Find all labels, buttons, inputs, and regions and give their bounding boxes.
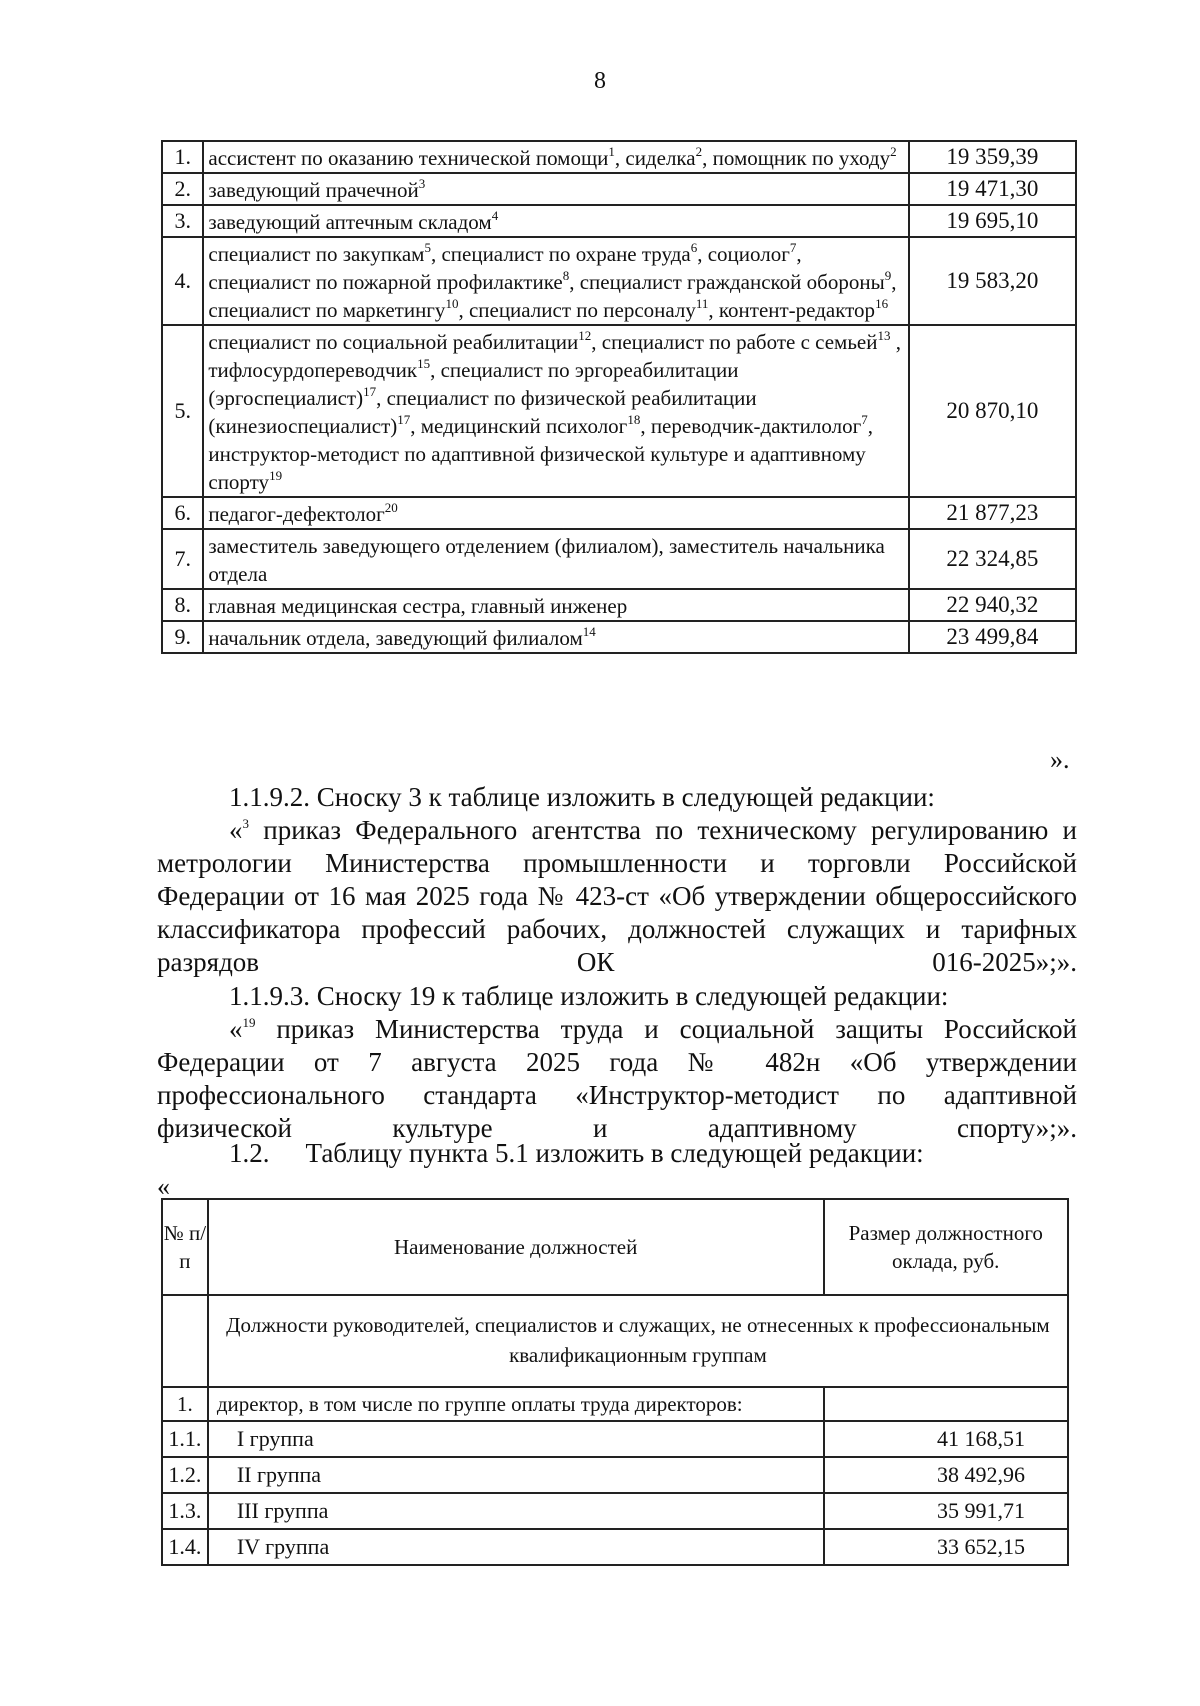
row-number: 1.3. [162,1493,208,1529]
category-number-cell [162,1295,208,1387]
footnote-ref: 7 [789,240,797,255]
table-row [162,589,1076,621]
footnote-ref: 2 [695,144,703,159]
row-position-name: ассистент по оказанию технической помощи$^1$, сиделка$^2$, помощник по уходу$^2$ [203,141,908,173]
footnote-ref: 19 [269,468,283,483]
row-number: 7. [162,529,203,589]
footnote-ref: 14 [582,624,596,639]
row-salary-value: 20 870,10 [909,325,1076,497]
row-number: 4. [162,237,203,325]
table-row [162,1457,1068,1493]
row-number: 6. [162,497,203,529]
table-row [162,1421,1068,1457]
table-row [162,621,1076,653]
row-position-name: главная медицинская сестра, главный инженер [203,589,908,621]
row-number: 1.2. [162,1457,208,1493]
row-salary-value: 19 583,20 [909,237,1076,325]
footnote-ref: 9 [884,268,892,283]
row-number: 1.1. [162,1421,208,1457]
footnote-ref: 5 [424,240,431,255]
row-number: 2. [162,173,203,205]
paragraph-1-1-9-2: 1.1.9.2. Сноску 3 к таблице изложить в следующей редакции: [229,782,935,812]
footnote-ref: 17 [397,412,411,427]
paragraph-1-2: 1.2. Таблицу пункта 5.1 изложить в следующей редакции: [229,1138,924,1168]
footnote-ref: 12 [578,328,592,343]
row-number: 8. [162,589,203,621]
opening-quote: « [157,1172,170,1201]
row-position-name: заведующий аптечным складом$^4$ [203,205,908,237]
row-number: 1. [162,1387,208,1421]
table-row [162,1493,1068,1529]
row-position-name: заведующий прачечной$^3$ [203,173,908,205]
footnote-ref: 7 [861,412,868,427]
salary-table-5-1 [161,1198,1069,1566]
footnote-ref: 8 [562,268,570,283]
row-salary-value: 21 877,23 [909,497,1076,529]
row-position-name: IV группа [208,1529,824,1565]
footnote-ref: 15 [417,356,431,371]
header-position-name: Наименование должностей [208,1199,824,1295]
row-number: 1. [162,141,203,173]
row-position-name: начальник отдела, заведующий филиалом$^{14}$ [203,621,908,653]
row-salary-value: 19 471,30 [909,173,1076,205]
footnote-ref: 2 [890,144,897,159]
row-salary-value: 22 324,85 [909,529,1076,589]
row-position-name: III группа [208,1493,824,1529]
row-salary-value: 23 499,84 [909,621,1076,653]
row-salary-value: 38 492,96 [824,1457,1069,1493]
footnote-ref: 13 [877,328,891,343]
row-position-name: специалист по закупкам$^5$, специалист по охране труда$^6$, социолог$^7$, специалист по пожарной профилактике$^8$, специалист гражданской обороны$^9$, специалист по маркетингу$^{10}$, специалист по персоналу$^{11}$, контент-редактор$^{16}$ [203,237,908,325]
table-header-row [162,1199,1068,1295]
footnote-3-text: «$^3$ приказ Федерального агентства по техническому регулированию и метрологии Министерства промышленности и торговли Российской Федерации от 16 мая 2025 года № 423-ст «Об утверждении общероссийского классификатора профессий рабочих, должностей служащих и тарифных разрядов ОК 016-2025»;». [157,815,1077,977]
table-row [162,205,1076,237]
table-row [162,497,1076,529]
page-number: 8 [594,68,606,94]
table-row [162,325,1076,497]
row-number: 3. [162,205,203,237]
header-salary-size: Размер должностного оклада, руб. [824,1199,1069,1295]
footnote-ref: 11 [695,296,709,311]
row-salary-value: 19 695,10 [909,205,1076,237]
row-salary-value: 41 168,51 [824,1421,1069,1457]
table-row [162,529,1076,589]
category-row [162,1295,1068,1387]
row-position-name: I группа [208,1421,824,1457]
row-salary-value: 33 652,15 [824,1529,1069,1565]
category-title: Должности руководителей, специалистов и служащих, не отнесенных к профессиональным квалификационным группам [208,1295,1068,1387]
footnote-ref: 10 [445,296,459,311]
footnote-ref: 16 [875,296,889,311]
row-number: 5. [162,325,203,497]
paragraph-1-1-9-3: 1.1.9.3. Сноску 19 к таблице изложить в следующей редакции: [229,981,949,1011]
footnote-ref: 17 [363,384,377,399]
row-number: 1.4. [162,1529,208,1565]
footnote-ref: 6 [690,240,698,255]
footnote-ref: 20 [384,500,398,515]
row-salary-value: 35 991,71 [824,1493,1069,1529]
row-position-name: директор, в том числе по группе оплаты труда директоров: [208,1387,824,1421]
footnote-ref: 3 [418,176,426,191]
row-position-name: педагог-дефектолог$^{20}$ [203,497,908,529]
row-number: 9. [162,621,203,653]
table-row [162,173,1076,205]
footnote-19-text: «$^{19}$ приказ Министерства труда и социальной защиты Российской Федерации от 7 августа 2025 года № 482н «Об утверждении профессионального стандарта «Инструктор-методист по адаптивной физической культуре и адаптивному спорту»;». [157,1014,1077,1143]
row-position-name: II группа [208,1457,824,1493]
row-position-name: заместитель заведующего отделением (филиалом), заместитель начальника отдела [203,529,908,589]
header-number: № п/п [162,1199,208,1295]
salary-table-continued [161,140,1077,654]
closing-quote: ». [1050,745,1070,774]
table-row [162,237,1076,325]
table-row [162,1387,1068,1421]
row-salary-value: 22 940,32 [909,589,1076,621]
row-salary-empty [824,1387,1069,1421]
footnote-ref: 1 [608,144,615,159]
table-row [162,141,1076,173]
row-salary-value: 19 359,39 [909,141,1076,173]
table-row [162,1529,1068,1565]
footnote-ref: 4 [491,208,499,223]
footnote-ref: 18 [627,412,641,427]
row-position-name: специалист по социальной реабилитации$^{12}$, специалист по работе с семьей$^{13}$ , тифлосурдопереводчик$^{15}$, специалист по эргореабилитации (эргоспециалист)$^{17}$, специалист по физической реабилитации (кинезиоспециалист)$^{17}$, медицинский психолог$^{18}$, переводчик-дактилолог$^7$, инструктор-методист по адаптивной физической культуре и адаптивному спорту$^{19}$ [203,325,908,497]
